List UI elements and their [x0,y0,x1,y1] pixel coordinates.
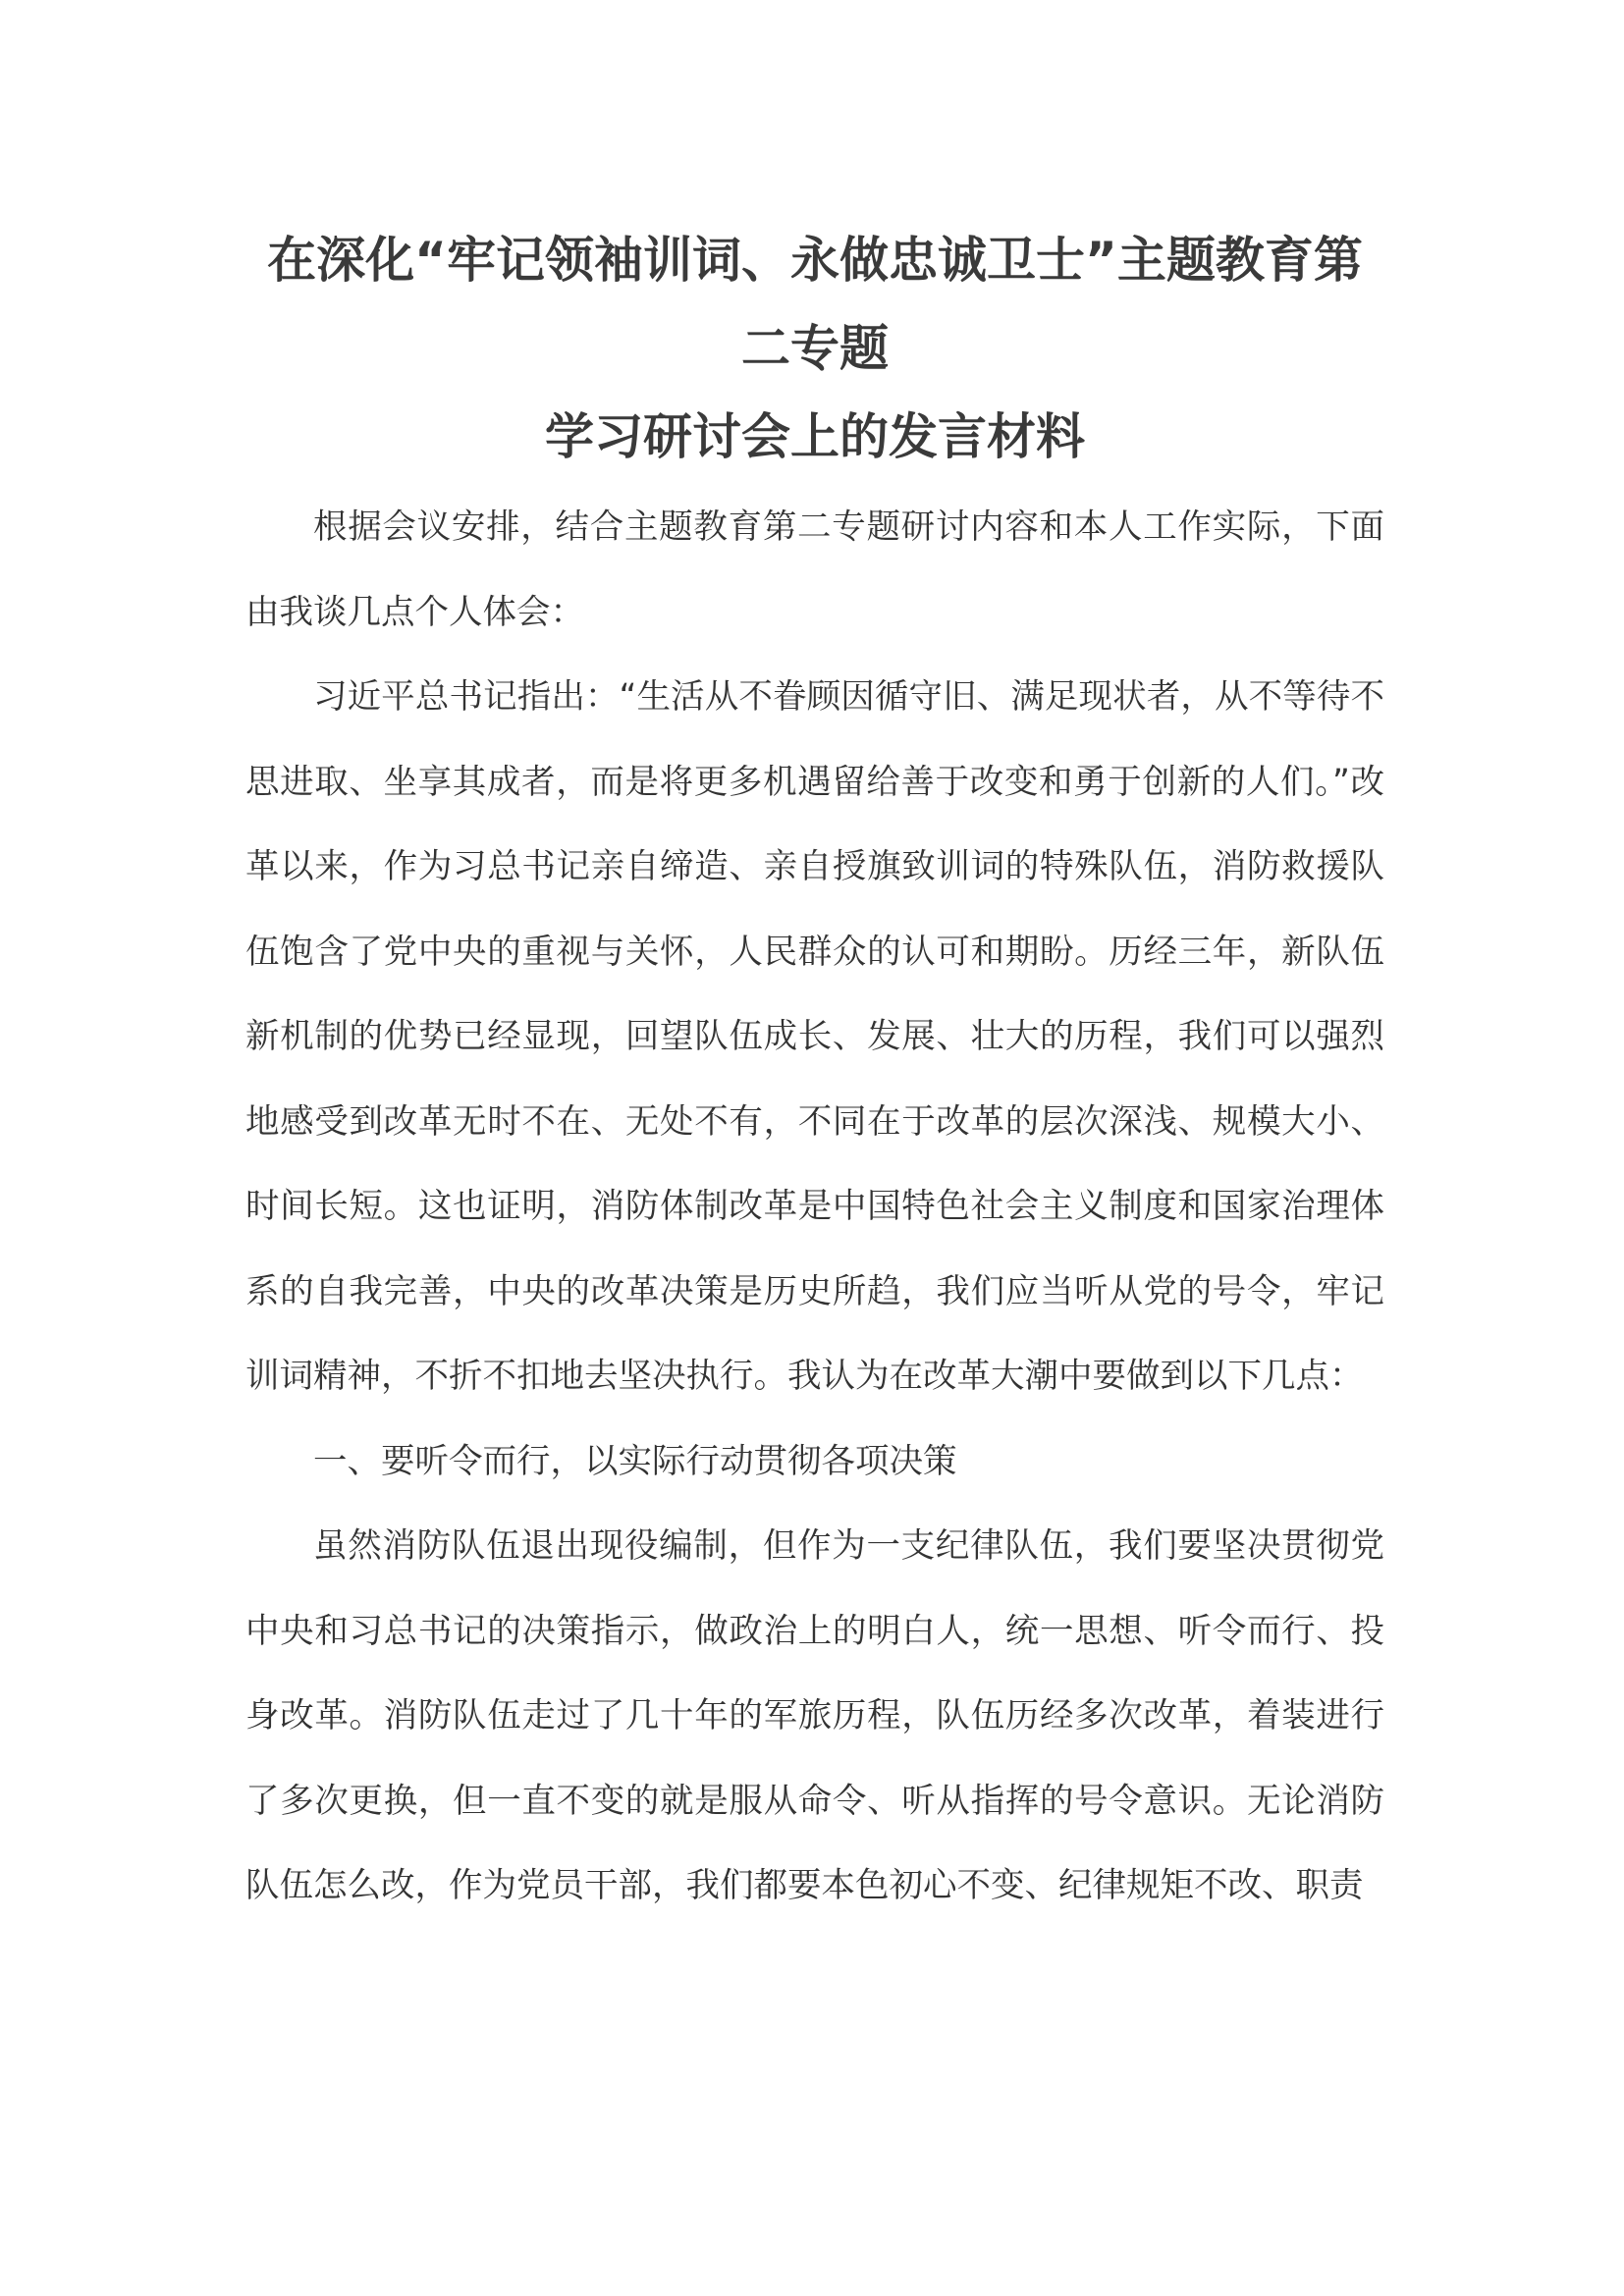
paragraph-intro: 根据会议安排，结合主题教育第二专题研讨内容和本人工作实际，下面由我谈几点个人体会： [245,507,1384,632]
paragraph-section-1: 虽然消防队伍退出现役编制，但作为一支纪律队伍，我们要坚决贯彻党中央和习总书记的决策指示，做政治上的明白人，统一思想、听令而行、投身改革。消防队伍走过了几十年的军旅历程，队伍历经多次改革，着装进行了多次更换，但一直不变的就是服从命令、听从指挥的号令意识。无论消防队伍怎么改，作为党员干部，我们都要本色初心不变、纪律规矩不改、职责 [245,1526,1384,1905]
section-heading-1: 一、要听令而行，以实际行动贯彻各项决策 [313,1441,957,1481]
paragraph-quote: 习近平总书记指出：“生活从不眷顾因循守旧、满足现状者，从不等待不思进取、坐享其成者，而是将更多机遇留给善于改变和勇于创新的人们。”改革以来，作为习总书记亲自缔造、亲自授旗致训词的特殊队伍，消防救援队伍饱含了党中央的重视与关怀，人民群众的认可和期盼。历经三年，新队伍新机制的优势已经显现，回望队伍成长、发展、壮大的历程，我们可以强烈地感受到改革无时不在、无处不有，不同在于改革的层次深浅、规模大小、时间长短。这也证明，消防体制改革是中国特色社会主义制度和国家治理体系的自我完善，中央的改革决策是历史所趋，我们应当听从党的号令，牢记训词精神，不折不扣地去坚决执行。我认为在改革大潮中要做到以下几点： [245,677,1384,1396]
document-body [245,216,1384,1929]
document-title [245,216,1384,481]
title-line-1: 在深化“牢记领袖训词、永做忠诚卫士”主题教育第二专题 [267,232,1363,377]
title-line-2: 学习研讨会上的发言材料 [545,408,1085,465]
